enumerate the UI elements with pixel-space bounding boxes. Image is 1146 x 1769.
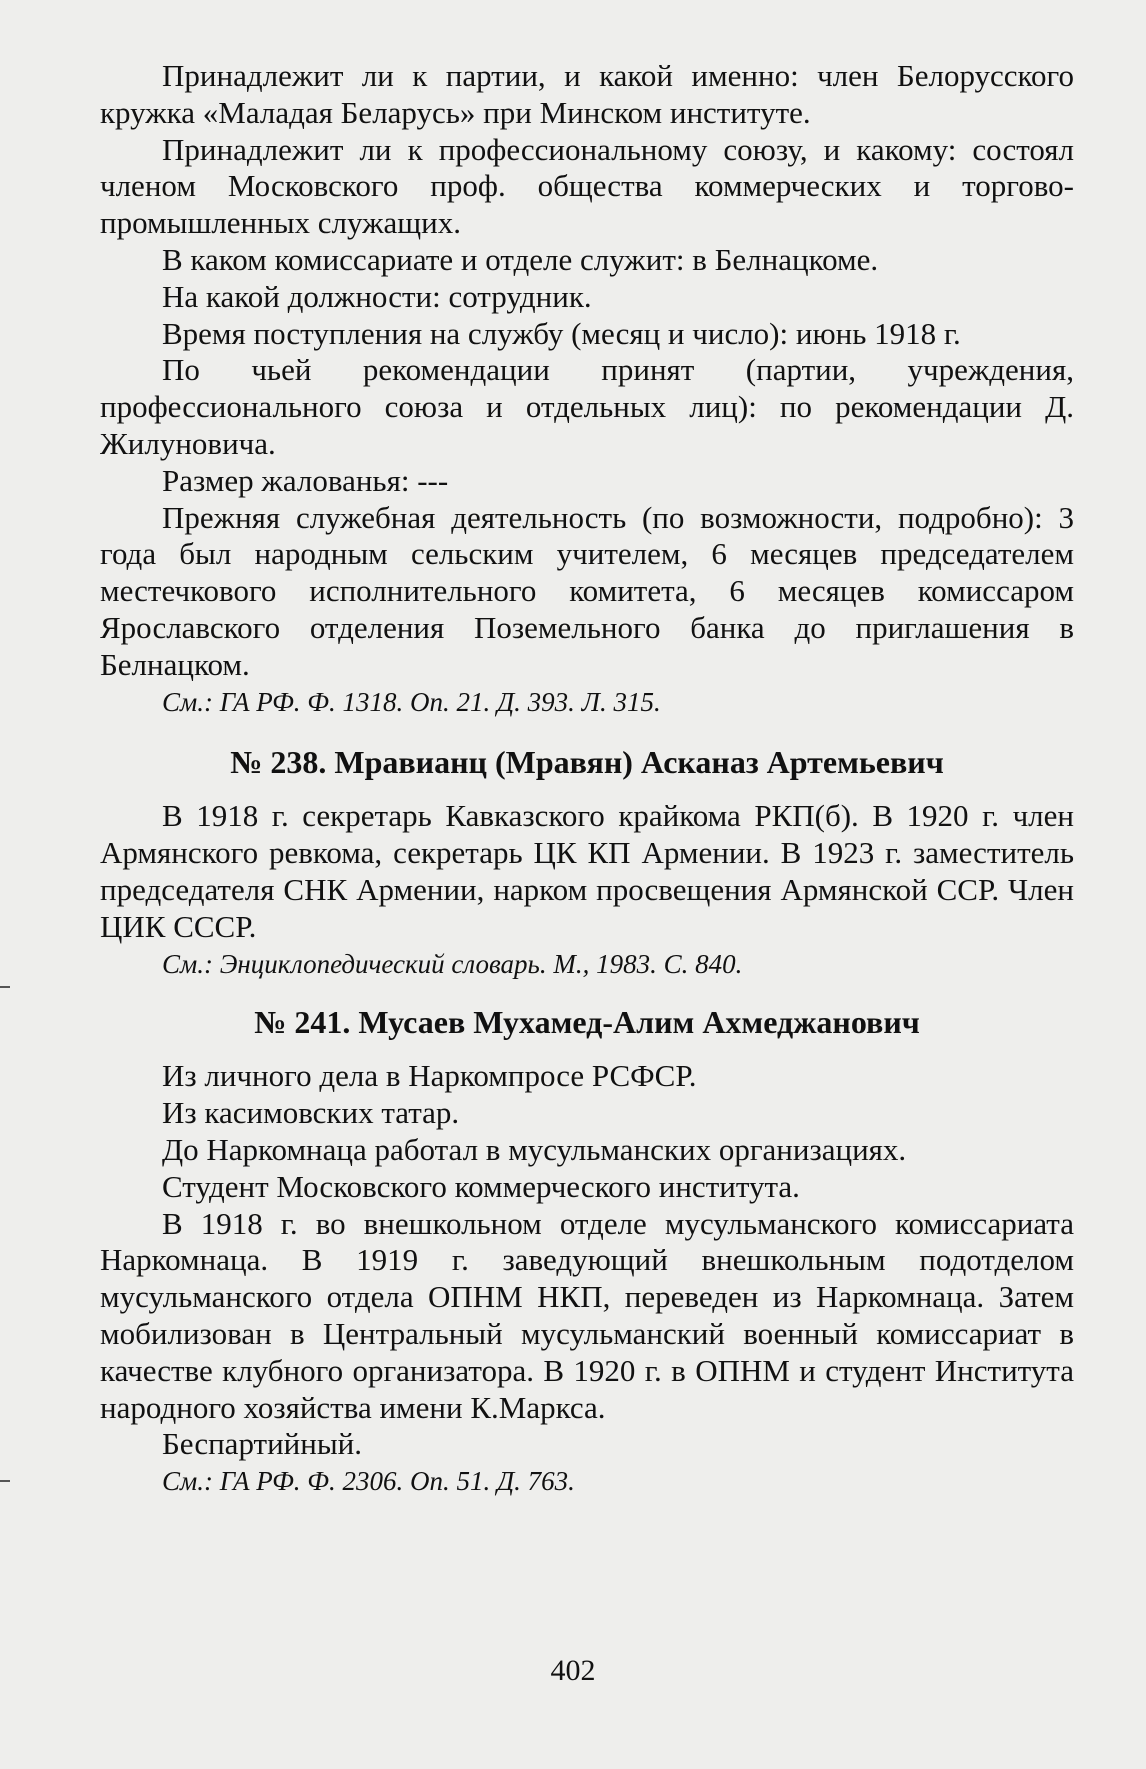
entry-paragraph: В 1918 г. во внешкольном отделе мусульманского комиссариата Наркомнаца. В 1919 г. заведующий внешкольным подотделом мусульманского отдела ОПНМ НКП, переведен из Наркомнаца. Затем мобилизован в Центральный мусульманский военный комиссариат в качестве клубного организатора. В 1920 г. в ОПНМ и студент Института народного хозяйства имени К.Маркса. [100,1205,1074,1425]
paragraph-position: На какой должности: сотрудник. [162,278,592,314]
entry-heading: № 238. Мравианц (Мравян) Асканаз Артемьевич [230,744,944,781]
paragraph-party: Принадлежит ли к партии, и какой именно: член Белорусского кружка «Маладая Беларусь» при Минском институте. [100,58,1074,130]
entry-paragraph: Из касимовских татар. [162,1095,460,1131]
paragraph-start-date: Время поступления на службу (месяц и число): июнь 1918 г. [162,315,961,351]
paragraph-union: Принадлежит ли к профессиональному союзу, и какому: состоял членом Московского проф. общества коммерческих и торгово-промышленных служащих. [100,131,1074,241]
entry-paragraph: До Наркомнаца работал в мусульманских организациях. [162,1131,907,1167]
citation: См.: Энциклопедический словарь. М., 1983. С. 840. [162,948,743,979]
paragraph-previous-work: Прежняя служебная деятельность (по возможности, подробно): 3 года был народным сельским учителем, 6 месяцев председателем местечкового исполнительного комитета, 6 месяцев комиссаром Ярославского отделения Поземельного банка до приглашения в Белнацком. [100,499,1074,682]
entry-paragraph: Беспартийный. [162,1426,363,1462]
citation: См.: ГА РФ. Ф. 1318. Оп. 21. Д. 393. Л. 315. [162,686,661,717]
section-entry-241 [100,1002,1074,1500]
paragraph-salary: Размер жалованья: --- [162,462,449,498]
entry-heading: № 241. Мусаев Мухамед-Алим Ахмеджанович [254,1004,920,1041]
citation: См.: ГА РФ. Ф. 2306. Оп. 51. Д. 763. [162,1466,575,1497]
book-page [100,58,1074,1500]
page-number: 402 [550,1654,596,1687]
entry-paragraph: Студент Московского коммерческого института. [162,1168,800,1204]
section-entry-238 [100,742,1074,982]
entry-paragraph: Из личного дела в Наркомпросе РСФСР. [162,1058,697,1094]
scan-mark [0,1480,10,1482]
section-biography-continued [100,58,1074,720]
scan-mark [0,986,10,988]
paragraph-recommendation: По чьей рекомендации принят (партии, учреждения, профессионального союза и отдельных лиц): по рекомендации Д. Жилуновича. [100,352,1074,461]
entry-paragraph: В 1918 г. секретарь Кавказского крайкома РКП(б). В 1920 г. член Армянского ревкома, секретарь ЦК КП Армении. В 1923 г. заместитель председателя СНК Армении, нарком просвещения Армянской ССР. Член ЦИК СССР. [100,798,1074,944]
paragraph-commissariat: В каком комиссариате и отделе служит: в Белнацкоме. [162,241,879,277]
